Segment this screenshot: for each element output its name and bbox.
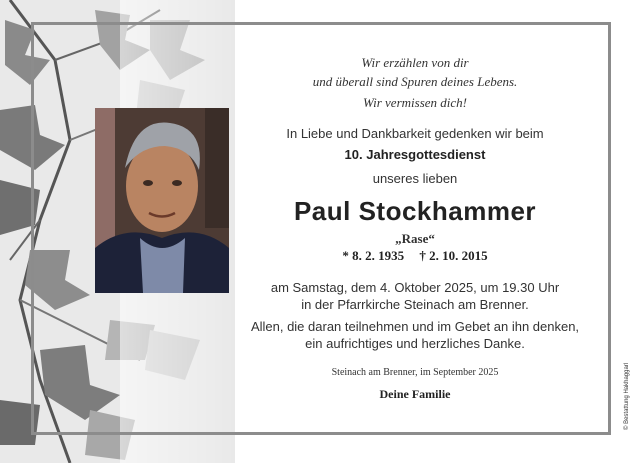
name-line: Paul Stockhammer (293, 196, 537, 226)
verse-line: Wir vermissen dich! (363, 95, 467, 110)
death-date: † 2. 10. 2015 (419, 248, 488, 263)
portrait-photo (95, 108, 229, 293)
life-dates (240, 248, 590, 264)
mass-line: am Samstag, dem 4. Oktober 2025, um 19.30 Uhr (270, 280, 560, 295)
signature (240, 387, 590, 402)
memorial-verse (240, 53, 590, 112)
beloved-text (240, 171, 590, 186)
intro-text (240, 125, 590, 143)
thanks-line: Allen, die daran teilnehmen und im Gebet an ihn denken, (250, 319, 580, 334)
intro-line: In Liebe und Dankbarkeit gedenken wir beim (286, 126, 544, 141)
place-date-line: Steinach am Brenner, im September 2025 (331, 367, 499, 378)
thanks-text (240, 318, 590, 352)
funeral-home-credit: © Bestattung Hakhaggarl (624, 362, 630, 430)
place-date (240, 367, 590, 378)
birth-date: * 8. 2. 1935 (342, 248, 405, 263)
thanks-line: ein aufrichtiges und herzliches Danke. (305, 336, 525, 351)
nickname (240, 231, 590, 247)
mass-details (240, 279, 590, 313)
deceased-name (240, 196, 590, 227)
beloved-line: unseres lieben (372, 171, 458, 186)
occasion-title (240, 147, 590, 162)
verse-line: und überall sind Spuren deines Lebens. (312, 74, 518, 89)
occasion-line: 10. Jahresgottesdienst (344, 147, 486, 162)
verse-line: Wir erzählen von dir (361, 55, 469, 70)
signature-line: Deine Familie (379, 387, 451, 401)
mass-line: in der Pfarrkirche Steinach am Brenner. (301, 297, 529, 312)
nickname-line: „Rase“ (395, 231, 435, 246)
